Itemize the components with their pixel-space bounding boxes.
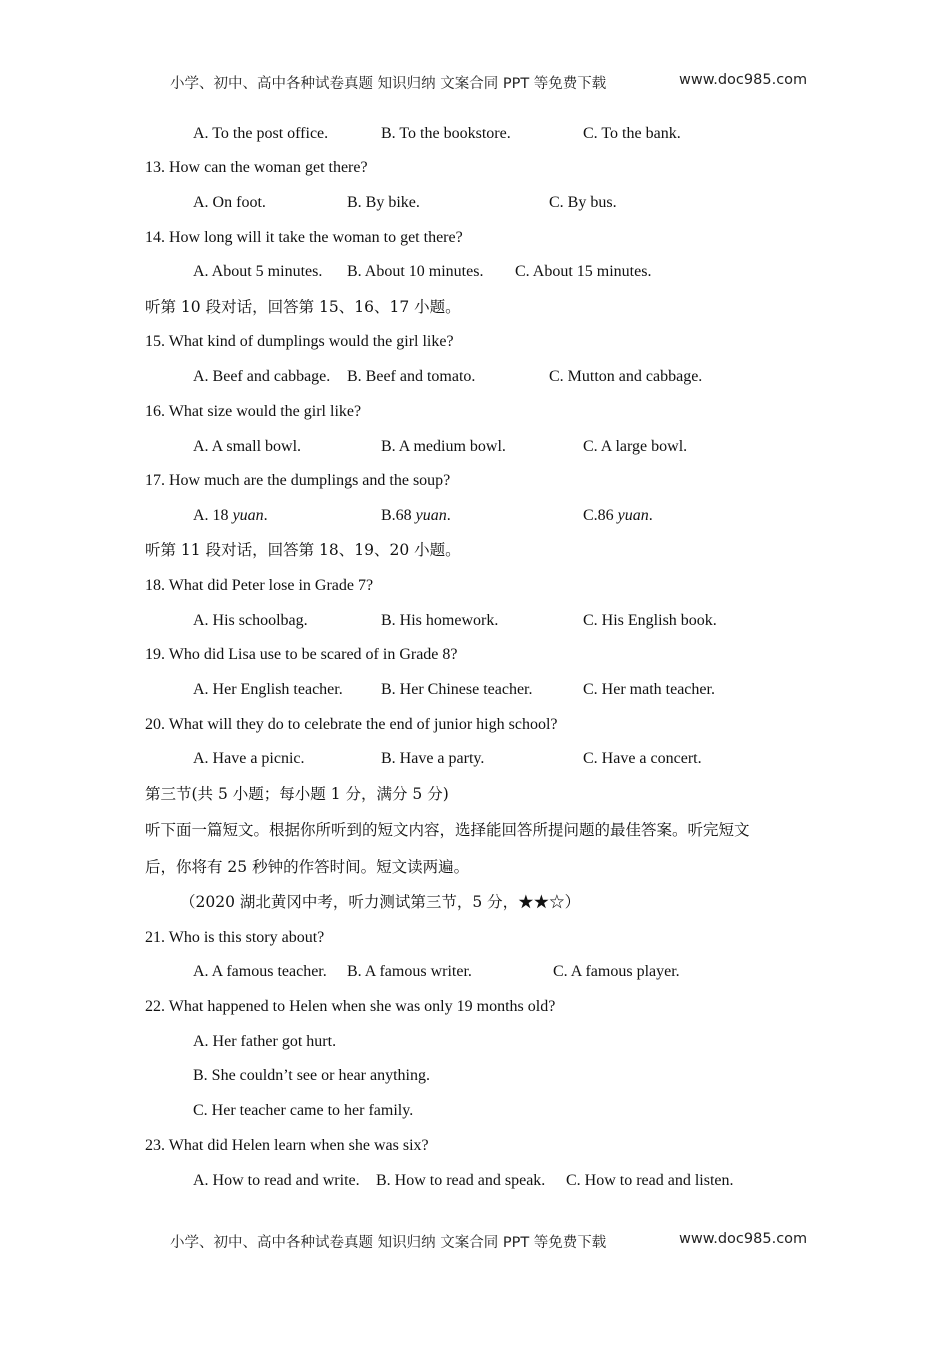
q22-stem: 22. What happened to Helen when she was only 19 months old? (145, 998, 556, 1015)
part3-instruction-line2: 后，你将有 25 秒钟的作答时间。短文读两遍。 (145, 858, 470, 876)
section-10-instruction: 听第 10 段对话，回答第 15、16、17 小题。 (145, 298, 461, 316)
q22-option-b: B. She couldn’t see or hear anything. (193, 1067, 430, 1084)
q16-option-c: C. A large bowl. (583, 438, 688, 455)
q17-stem: 17. How much are the dumplings and the soup? (145, 472, 451, 489)
q20-stem: 20. What will they do to celebrate the end of junior high school? (145, 716, 558, 733)
q12-option-b: B. To the bookstore. (381, 125, 511, 142)
part3-title: 第三节(共 5 小题；每小题 1 分，满分 5 分) (145, 785, 449, 803)
q15-stem: 15. What kind of dumplings would the girl like? (145, 333, 454, 350)
q23-option-c: C. How to read and listen. (566, 1172, 734, 1189)
q16-option-b: B. A medium bowl. (381, 438, 506, 455)
q15-option-c: C. Mutton and cabbage. (549, 368, 703, 385)
q19-stem: 19. Who did Lisa use to be scared of in Grade 8? (145, 646, 458, 663)
q17-option-a-amount: A. 18 (193, 507, 229, 524)
q14-option-b: B. About 10 minutes. (347, 263, 484, 280)
q23-option-b: B. How to read and speak. (376, 1172, 546, 1189)
q13-option-b: B. By bike. (347, 194, 420, 211)
q17-option-b-unit: yuan (415, 507, 447, 524)
header-text: 小学、初中、高中各种试卷真题 知识归纳 文案合同 PPT 等免费下载 (170, 76, 607, 92)
footer-text: 小学、初中、高中各种试卷真题 知识归纳 文案合同 PPT 等免费下载 (170, 1235, 607, 1251)
q21-option-c: C. A famous player. (553, 963, 680, 980)
q18-option-c: C. His English book. (583, 612, 717, 629)
q17-option-a (193, 506, 268, 526)
q17-option-a-period: . (263, 507, 268, 524)
page-header (170, 72, 810, 96)
q19-option-c: C. Her math teacher. (583, 681, 715, 698)
q23-option-a: A. How to read and write. (193, 1172, 360, 1189)
q15-option-b: B. Beef and tomato. (347, 368, 476, 385)
q20-option-c: C. Have a concert. (583, 750, 702, 767)
q13-stem: 13. How can the woman get there? (145, 159, 368, 176)
q20-option-a: A. Have a picnic. (193, 750, 305, 767)
q15-option-a: A. Beef and cabbage. (193, 368, 331, 385)
part3-instruction-line1: 听下面一篇短文。根据你所听到的短文内容，选择能回答所提问题的最佳答案。听完短文 (145, 821, 750, 839)
q17-option-c-period: . (648, 507, 653, 524)
q17-option-c-amount: C.86 (583, 507, 614, 524)
q22-option-a: A. Her father got hurt. (193, 1033, 337, 1050)
q16-option-a: A. A small bowl. (193, 438, 302, 455)
q18-stem: 18. What did Peter lose in Grade 7? (145, 577, 374, 594)
q12-option-c: C. To the bank. (583, 125, 681, 142)
q17-option-b-amount: B.68 (381, 507, 412, 524)
q14-option-a: A. About 5 minutes. (193, 263, 323, 280)
q17-option-a-unit: yuan (232, 507, 264, 524)
q12-option-a: A. To the post office. (193, 125, 329, 142)
q17-option-b (381, 506, 451, 526)
q21-option-b: B. A famous writer. (347, 963, 472, 980)
q13-option-c: C. By bus. (549, 194, 617, 211)
part3-source: （2020 湖北黄冈中考，听力测试第三节，5 分，★★☆） (180, 893, 581, 911)
section-11-instruction: 听第 11 段对话，回答第 18、19、20 小题。 (145, 541, 461, 559)
q14-stem: 14. How long will it take the woman to get there? (145, 229, 463, 246)
q16-stem: 16. What size would the girl like? (145, 403, 362, 420)
q21-stem: 21. Who is this story about? (145, 929, 325, 946)
q18-option-a: A. His schoolbag. (193, 612, 308, 629)
q18-option-b: B. His homework. (381, 612, 499, 629)
footer-url[interactable]: www.doc985.com (679, 1231, 808, 1247)
q14-option-c: C. About 15 minutes. (515, 263, 652, 280)
q19-option-a: A. Her English teacher. (193, 681, 343, 698)
q17-option-c (583, 506, 653, 526)
q20-option-b: B. Have a party. (381, 750, 485, 767)
q22-option-c: C. Her teacher came to her family. (193, 1102, 414, 1119)
q21-option-a: A. A famous teacher. (193, 963, 327, 980)
header-url[interactable]: www.doc985.com (679, 72, 808, 88)
q19-option-b: B. Her Chinese teacher. (381, 681, 533, 698)
q23-stem: 23. What did Helen learn when she was six? (145, 1137, 429, 1154)
q17-option-b-period: . (446, 507, 451, 524)
page-footer (170, 1231, 810, 1255)
q17-option-c-unit: yuan (617, 507, 649, 524)
q13-option-a: A. On foot. (193, 194, 266, 211)
